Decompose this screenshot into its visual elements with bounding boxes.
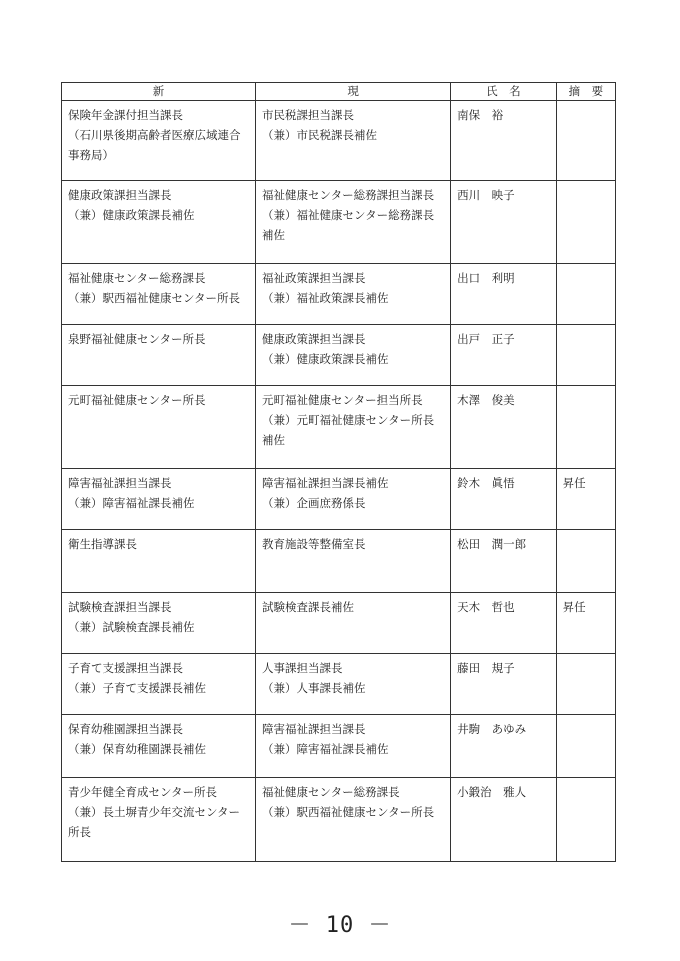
person-name: 井駒 あゆみ	[457, 722, 527, 736]
new-position-cell	[62, 101, 256, 181]
new-position-cell	[62, 778, 256, 862]
name-cell	[451, 778, 557, 862]
table-row	[62, 778, 616, 862]
cell-line: （兼）市民税課長補佐	[262, 128, 378, 142]
current-position-cell	[256, 181, 451, 264]
current-position-cell	[256, 593, 451, 654]
person-name: 松田 潤一郎	[457, 537, 527, 551]
cell-line: 障害福祉課担当課長	[262, 722, 366, 736]
cell-line: 人事課担当課長	[262, 661, 343, 675]
header-note: 摘 要	[556, 83, 615, 101]
cell-line: 補佐	[262, 433, 286, 447]
cell-line: 青少年健全育成センター所長	[68, 785, 218, 799]
note-cell	[556, 654, 615, 715]
person-name: 鈴木 眞悟	[457, 476, 515, 490]
person-name: 南保 裕	[457, 108, 504, 122]
header-current: 現	[256, 83, 451, 101]
note-cell	[556, 264, 615, 325]
cell-line: 事務局）	[68, 148, 114, 162]
cell-line: （兼）障害福祉課長補佐	[68, 496, 195, 510]
current-position-cell	[256, 469, 451, 530]
person-name: 天木 哲也	[457, 600, 515, 614]
note-cell	[556, 593, 615, 654]
note-cell	[556, 101, 615, 181]
note-text: 昇任	[562, 600, 586, 614]
person-name: 出戸 正子	[457, 332, 515, 346]
new-position-cell	[62, 715, 256, 778]
cell-line: （兼）駅西福祉健康センター所長	[262, 805, 435, 819]
name-cell	[451, 101, 557, 181]
cell-line: （兼）企画庶務係長	[262, 496, 366, 510]
person-name: 藤田 規子	[457, 661, 515, 675]
note-cell	[556, 386, 615, 469]
cell-line: （兼）元町福祉健康センター所長	[262, 413, 435, 427]
name-cell	[451, 264, 557, 325]
new-position-cell	[62, 264, 256, 325]
cell-line: 所長	[68, 825, 91, 839]
new-position-cell	[62, 654, 256, 715]
table-row	[62, 593, 616, 654]
cell-line: （兼）子育て支援課長補佐	[68, 681, 206, 695]
page-number: － 10 －	[288, 913, 392, 938]
cell-line: （兼）人事課長補佐	[262, 681, 366, 695]
cell-line: 障害福祉課担当課長補佐	[262, 476, 389, 490]
current-position-cell	[256, 325, 451, 386]
table-header-row	[62, 83, 616, 101]
header-name: 氏 名	[451, 83, 557, 101]
cell-line: 子育て支援課担当課長	[68, 661, 183, 675]
cell-line: 保育幼稚園課担当課長	[68, 722, 183, 736]
new-position-cell	[62, 530, 256, 593]
cell-line: 福祉健康センター総務課長	[68, 271, 206, 285]
name-cell	[451, 530, 557, 593]
table-row	[62, 101, 616, 181]
current-position-cell	[256, 264, 451, 325]
current-position-cell	[256, 715, 451, 778]
table-row	[62, 469, 616, 530]
person-name: 小鍛治 雅人	[457, 785, 527, 799]
name-cell	[451, 654, 557, 715]
note-cell	[556, 715, 615, 778]
current-position-cell	[256, 654, 451, 715]
cell-line: 障害福祉課担当課長	[68, 476, 172, 490]
cell-line: （兼）試験検査課長補佐	[68, 620, 195, 634]
new-position-cell	[62, 593, 256, 654]
personnel-table	[61, 82, 616, 862]
note-cell	[556, 325, 615, 386]
cell-line: （石川県後期高齢者医療広域連合	[68, 128, 241, 142]
person-name: 西川 映子	[457, 188, 515, 202]
cell-line: 衛生指導課長	[68, 537, 137, 551]
cell-line: （兼）福祉政策課長補佐	[262, 291, 389, 305]
person-name: 木澤 俊美	[457, 393, 515, 407]
cell-line: 健康政策課担当課長	[262, 332, 366, 346]
table-row	[62, 530, 616, 593]
table-body	[62, 101, 616, 862]
current-position-cell	[256, 101, 451, 181]
cell-line: 福祉政策課担当課長	[262, 271, 366, 285]
cell-line: 福祉健康センター総務課長	[262, 785, 400, 799]
header-new: 新	[62, 83, 256, 101]
current-position-cell	[256, 530, 451, 593]
current-position-cell	[256, 386, 451, 469]
name-cell	[451, 386, 557, 469]
note-cell	[556, 530, 615, 593]
cell-line: （兼）障害福祉課長補佐	[262, 742, 389, 756]
note-cell	[556, 181, 615, 264]
note-cell	[556, 778, 615, 862]
cell-line: （兼）福祉健康センター総務課長	[262, 208, 435, 222]
table-row	[62, 386, 616, 469]
new-position-cell	[62, 325, 256, 386]
cell-line: 試験検査課担当課長	[68, 600, 172, 614]
cell-line: （兼）健康政策課長補佐	[68, 208, 195, 222]
name-cell	[451, 325, 557, 386]
note-text: 昇任	[562, 476, 586, 490]
table-row	[62, 181, 616, 264]
table-row	[62, 264, 616, 325]
cell-line: （兼）健康政策課長補佐	[262, 352, 389, 366]
note-cell	[556, 469, 615, 530]
cell-line: 元町福祉健康センター担当所長	[262, 393, 423, 407]
name-cell	[451, 469, 557, 530]
table-row	[62, 325, 616, 386]
cell-line: 試験検査課長補佐	[262, 600, 355, 614]
new-position-cell	[62, 181, 256, 264]
cell-line: 元町福祉健康センター所長	[68, 393, 206, 407]
cell-line: 教育施設等整備室長	[262, 537, 366, 551]
cell-line: 泉野福祉健康センター所長	[68, 332, 206, 346]
table-row	[62, 654, 616, 715]
table-row	[62, 715, 616, 778]
cell-line: 補佐	[262, 228, 286, 242]
new-position-cell	[62, 386, 256, 469]
name-cell	[451, 715, 557, 778]
person-name: 出口 利明	[457, 271, 515, 285]
cell-line: 保険年金課付担当課長	[68, 108, 183, 122]
cell-line: （兼）保育幼稚園課長補佐	[68, 742, 206, 756]
current-position-cell	[256, 778, 451, 862]
cell-line: 市民税課担当課長	[262, 108, 355, 122]
cell-line: 健康政策課担当課長	[68, 188, 172, 202]
cell-line: （兼）長土塀青少年交流センター	[68, 805, 241, 819]
name-cell	[451, 593, 557, 654]
cell-line: （兼）駅西福祉健康センター所長	[68, 291, 241, 305]
name-cell	[451, 181, 557, 264]
cell-line: 福祉健康センター総務課担当課長	[262, 188, 435, 202]
new-position-cell	[62, 469, 256, 530]
